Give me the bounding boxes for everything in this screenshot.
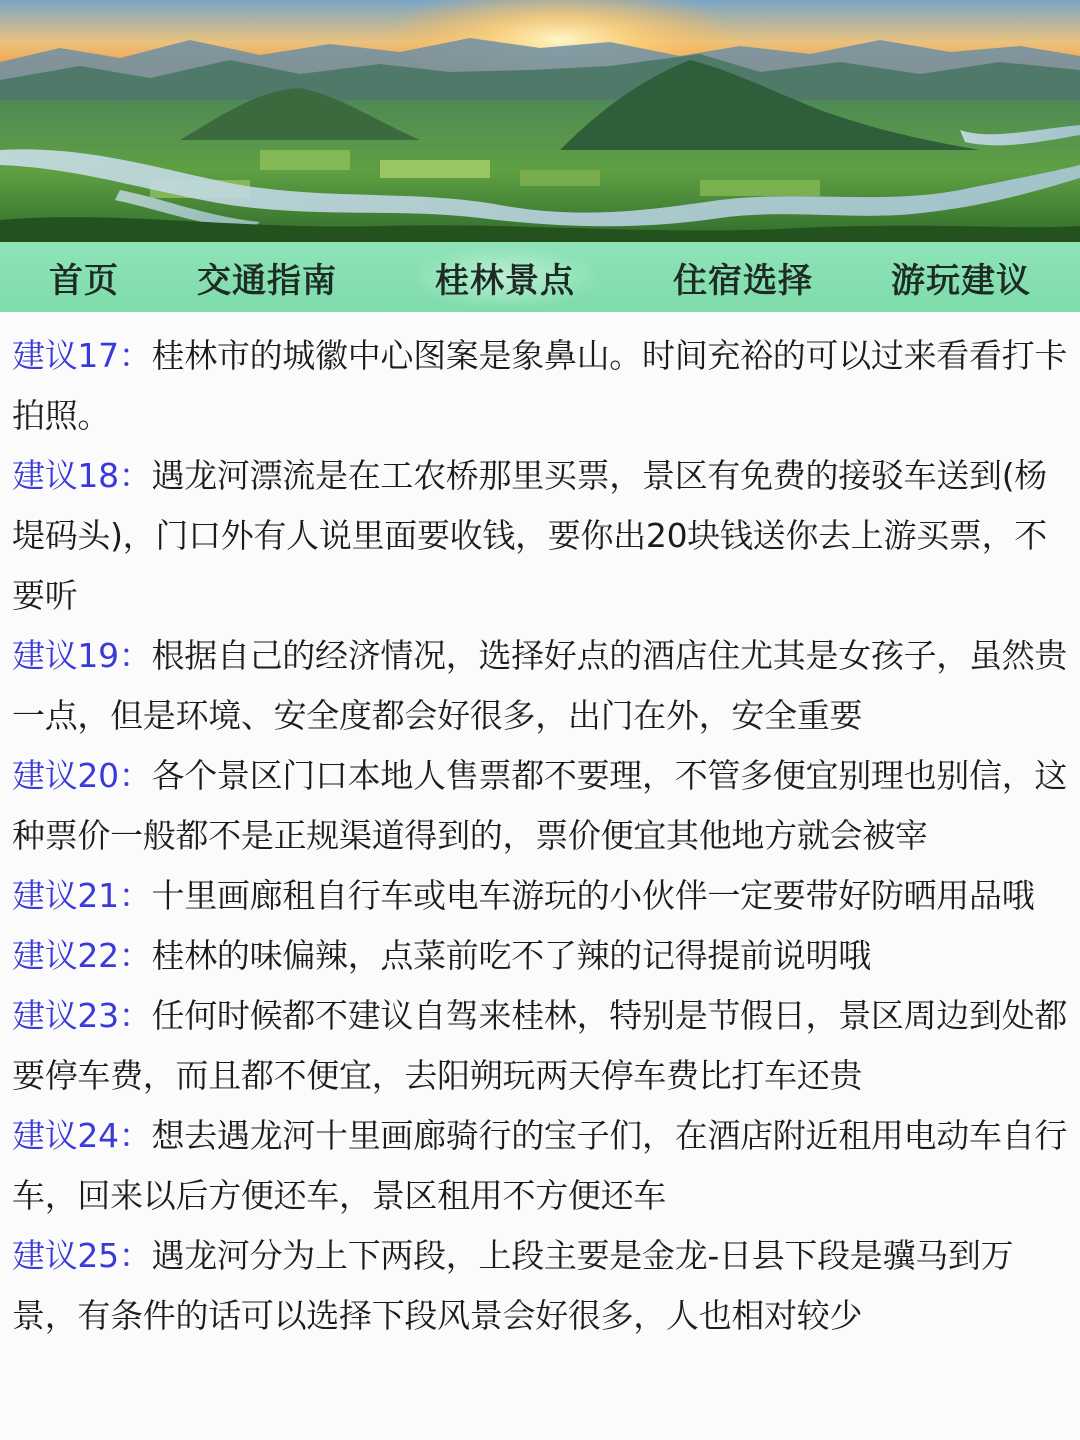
tips-list xyxy=(12,326,1072,1346)
tip-label: 建议20： xyxy=(12,756,152,795)
tip-item xyxy=(12,326,1072,446)
tip-item xyxy=(12,866,1072,926)
nav-item-travel-tips[interactable]: 游玩建议 xyxy=(891,260,1031,301)
tip-label: 建议17： xyxy=(12,336,152,375)
tip-text: 根据自己的经济情况，选择好点的酒店住尤其是女孩子，虽然贵一点，但是环境、安全度都会好很多，出门在外，安全重要 xyxy=(12,636,1068,735)
banner-image xyxy=(0,0,1080,242)
landscape-image xyxy=(0,0,1080,242)
tip-text: 十里画廊租自行车或电车游玩的小伙伴一定要带好防晒用品哦 xyxy=(151,876,1035,915)
tip-text: 桂林市的城徽中心图案是象鼻山。时间充裕的可以过来看看打卡拍照。 xyxy=(12,336,1068,435)
tip-label: 建议23： xyxy=(12,996,152,1035)
tip-text: 想去遇龙河十里画廊骑行的宝子们，在酒店附近租用电动车自行车，回来以后方便还车，景区租用不方便还车 xyxy=(12,1116,1068,1215)
tip-item xyxy=(12,626,1072,746)
nav-item-transport-guide[interactable]: 交通指南 xyxy=(197,260,337,301)
tip-text: 任何时候都不建议自驾来桂林，特别是节假日，景区周边到处都要停车费，而且都不便宜，去阳朔玩两天停车费比打车还贵 xyxy=(12,996,1068,1095)
nav-item-guilin-attractions[interactable]: 桂林景点 xyxy=(415,247,595,308)
tip-item xyxy=(12,1226,1072,1346)
tip-label: 建议19： xyxy=(12,636,152,675)
tip-label: 建议22： xyxy=(12,936,152,975)
tip-label: 建议21： xyxy=(12,876,152,915)
tip-text: 遇龙河漂流是在工农桥那里买票，景区有免费的接驳车送到(杨堤码头)，门口外有人说里面要收钱，要你出20块钱送你去上游买票，不要听 xyxy=(12,456,1047,615)
nav-item-accommodation[interactable]: 住宿选择 xyxy=(673,260,813,301)
tip-item xyxy=(12,1106,1072,1226)
tip-item xyxy=(12,926,1072,986)
nav-item-home[interactable]: 首页 xyxy=(49,260,119,301)
tip-item xyxy=(12,986,1072,1106)
top-nav xyxy=(0,242,1080,312)
tip-text: 桂林的味偏辣，点菜前吃不了辣的记得提前说明哦 xyxy=(151,936,871,975)
tip-label: 建议18： xyxy=(12,456,152,495)
tip-label: 建议24： xyxy=(12,1116,152,1155)
tip-item xyxy=(12,746,1072,866)
tip-label: 建议25： xyxy=(12,1236,152,1275)
tip-text: 遇龙河分为上下两段，上段主要是金龙-日县下段是骥马到万景，有条件的话可以选择下段风景会好很多，人也相对较少 xyxy=(12,1236,1014,1335)
tip-text: 各个景区门口本地人售票都不要理，不管多便宜别理也别信，这种票价一般都不是正规渠道得到的，票价便宜其他地方就会被宰 xyxy=(12,756,1068,855)
tip-item xyxy=(12,446,1072,626)
